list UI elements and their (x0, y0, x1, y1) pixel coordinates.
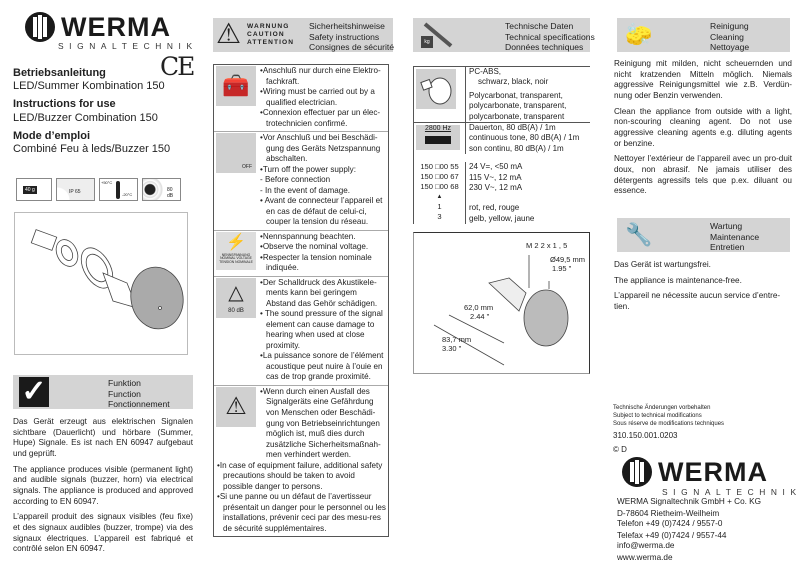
tech-header (413, 18, 595, 53)
wrench-glove-icon: 🔧 (625, 221, 653, 247)
tone-en: continuous tone, 80 dB(A) / 1m (469, 133, 580, 143)
ip-rating-icon: IP 65 (56, 178, 95, 201)
maintenance-title-de: Wartung (710, 220, 743, 231)
footer-brand-tagline: SIGNALTECHNIK (662, 487, 802, 498)
document-number: 310.150.001.0203 (613, 431, 678, 441)
dimension-lines-icon (414, 233, 591, 373)
sound-level-icon: 80 dB (142, 178, 181, 201)
product-drawing-icon (15, 213, 189, 356)
brand-name: WERMA (61, 11, 171, 42)
function-paragraph-en: The appliance produces visible (permanent light) and audible signals (buzzer, horn) via electrical signals. The appliance is produced and approved according to EN 60947. (13, 464, 193, 506)
function-title-de: Funktion (108, 378, 141, 388)
company-address: WERMA Signaltechnik GmbH + Co. KG D-78604 Rietheim-Weilheim Telefon +49 (0)7424 / 9557-0 Telefax +49 (0)7424 / 9557-44 info@werma.de www.werma.de (617, 497, 793, 563)
tech-row-material (414, 67, 590, 122)
footer-brand-name: WERMA (658, 456, 768, 487)
safety-row-voltage: ⚡ NENNSPANNUNG NOMINAL VOLTAGE TENSION NOMINALE •Nennspannung beachten. •Observe the nominal voltage. •Respecter la tension nominale indiquée. (214, 230, 388, 276)
maintenance-text (614, 260, 792, 318)
safety-header (213, 18, 393, 52)
length-dimension: 83,7 mm 3.30 " (442, 335, 472, 354)
product-exploded-view (14, 212, 188, 355)
title-en: Instructions for use (13, 98, 116, 111)
material-housing: PC-ABS, (469, 67, 502, 76)
footer-notes: Technische Änderungen vorbehalten Subject to technical modifications Sous réserve de modifications techniques (613, 405, 725, 427)
temperature-icon: +50°C -20°C (99, 178, 138, 201)
tone-fr: son continu, 80 dB(A) / 1m (469, 143, 564, 153)
cleaning-paragraph-en: Clean the appliance from outside with a light, non-scouring cleaning agent. Do not use aggressive cleaning agents e.g. diluting agents or benzine. (614, 106, 792, 148)
power-off-hand-icon: OFF (216, 133, 256, 173)
maintenance-title-fr: Entretien (710, 242, 745, 253)
safety-table (213, 64, 389, 537)
material-cap-en: polycarbonate, transparent, (469, 101, 567, 111)
werma-logo-icon (25, 12, 55, 42)
frequency-label: 2800 Hz (424, 124, 452, 132)
safety-title-fr: Consignes de sécurité (309, 42, 395, 53)
cleaning-title-en: Cleaning (710, 31, 744, 42)
hearing-warning-icon: △ 80 dB (216, 278, 256, 318)
cleaning-paragraph-de: Reinigung mit milden, nicht scheuernden und nicht kratzenden Mitteln möglich. Niemals aggressive Reinigungsmittel wie z.B. Verdün-nung oder Benzin verwenden. (614, 59, 792, 100)
warning-triangle-icon: ⚠ (216, 18, 242, 49)
brand-logo (25, 12, 171, 42)
thread-size: M 2 2 x 1 , 5 (526, 241, 568, 251)
depth-dimension: 62,0 mm 2.44 " (464, 303, 494, 322)
tech-row-tone (414, 122, 590, 154)
cleaning-title-fr: Nettoyage (710, 42, 750, 53)
function-title-fr: Fonctionnement (108, 399, 170, 410)
safety-row-failure: ⚠ •Wenn durch einen Ausfall des Signalgeräts eine Gefährdung von Menschen oder Beschädi-gung von Betriebseinrichtungen möglich ist, muß dies durch zusätzliche Sicherheitsmaßnah-men verhindert werden. •In case of equipment failure, additional safety precautions should be taken to avoid possible danger to persons. •Si une panne ou un défaut de l’avertisseur présentait un danger pour le personnel ou les installations, prévenir ceci par des mesu-res de sécurité supplémentaires. (214, 385, 388, 536)
maintenance-title-en: Maintenance (710, 231, 760, 242)
maintenance-paragraph-de: Das Gerät ist wartungsfrei. (614, 259, 711, 269)
warn-word-de: WARNUNG (247, 23, 290, 30)
dimension-drawing (413, 232, 590, 374)
subtitle-de: LED/Summer Kombination 150 (13, 80, 165, 93)
model-codes: 150 □00 55 150 □00 67 150 □00 68 ▲ 1 3 (414, 162, 466, 224)
high-voltage-icon: ⚡ NENNSPANNUNG NOMINAL VOLTAGE TENSION NOMINALE (216, 232, 256, 270)
material-cap-fr: polycarbonate, transparent (469, 111, 565, 121)
diameter-dimension: Ø49,5 mm 1.95 " (550, 255, 586, 274)
brand-tagline: SIGNALTECHNIK (58, 41, 198, 51)
weight-icon: 40 g (16, 178, 52, 201)
material-cap-de: Polycarbonat, transparent, (469, 90, 563, 100)
website-link[interactable]: www.werma.de (617, 553, 673, 563)
arrow-up-icon: ▲ (436, 193, 443, 200)
tech-table (413, 66, 590, 224)
maintenance-paragraph-fr: L’appareil ne nécessite aucun service d’entre-tien. (614, 291, 781, 311)
maintenance-paragraph-en: The appliance is maintenance-free. (614, 275, 742, 285)
feature-icons (16, 178, 181, 201)
cleaning-hand-icon: 🧽 (625, 22, 653, 47)
frequency-icon (416, 125, 460, 150)
tone-de: Dauerton, 80 dB(A) / 1m (469, 122, 556, 132)
cleaning-header (617, 18, 790, 52)
title-de: Betriebsanleitung (13, 67, 106, 79)
warn-word-en: CAUTION (247, 31, 285, 39)
safety-title-de: Sicherheitshinweise (309, 21, 385, 31)
function-paragraph-fr: L’appareil produit des signaux visibles (feu fixe) et des signaux audibles (buzzer, trompe) via des signaux électriques. L’appareil est fabriqué et contrôlé selon EN 60947. (13, 512, 193, 554)
tech-row-models (414, 154, 590, 224)
cleaning-title-de: Reinigung (710, 21, 749, 31)
function-header (13, 375, 193, 409)
checkmark-icon: ✓ (19, 377, 49, 407)
warning-icon: ⚠ (216, 387, 256, 427)
werma-logo-icon (622, 457, 652, 487)
cleaning-text (614, 59, 792, 202)
cleaning-paragraph-fr: Nettoyer l’extérieur de l’appareil avec un pro-duit doux, non abrasif. Ne jamais utiliser des détergents agressifs tels que p.ex. diluant ou essence. (614, 154, 792, 196)
safety-row-electrician: 🧰 •Anschluß nur durch eine Elektro-fachkraft. •Wiring must be carried out by a qualified electrician. •Connexion effectuer par un élec-trotechnicien confirmé. (214, 65, 388, 131)
safety-row-power: OFF •Vor Anschluß und bei Beschädi-gung des Geräts Netzspannung abschalten. •Turn off the power supply: - Before connection - In the event of damage. • Avant de connecteur l’appareil et en cas de défaut de celui-ci, couper la tension du réseau. (214, 131, 388, 230)
email-link[interactable]: info@werma.de (617, 541, 675, 551)
product-material-icon (416, 69, 456, 109)
function-title-en: Function (108, 388, 141, 399)
subtitle-en: LED/Buzzer Combination 150 (13, 111, 158, 124)
footer-logo (622, 457, 793, 487)
weight-kg-icon: kg (421, 36, 433, 48)
title-fr: Mode d’emploi (13, 129, 90, 142)
electrician-icon: 🧰 (216, 66, 256, 106)
tech-title-en: Technical specifications (505, 31, 595, 42)
tech-title-de: Technische Daten (505, 21, 574, 31)
safety-row-sound: △ 80 dB •Der Schalldruck des Akustikele-ments kann bei geringem Abstand das Gehör schädigen. • The sound pressure of the signal element can cause damage to hearing when used at close proximity. •La puissance sonore de l’élément acoustique peut nuire à l’ouie en cas de trop grande proximité. (214, 276, 388, 385)
ce-mark: CE (160, 52, 194, 81)
warn-word-fr: ATTENTION (247, 39, 295, 47)
subtitle-fr: Combiné Feu à leds/Buzzer 150 (13, 142, 171, 155)
material-housing-color: schwarz, black, noir (478, 77, 549, 87)
maintenance-header (617, 218, 790, 252)
copyright-mark: © D (613, 444, 627, 454)
safety-title-en: Safety instructions (309, 31, 380, 42)
tech-title-fr: Données techniques (505, 42, 584, 53)
model-specs: 24 V=, <50 mA 115 V~, 12 mA 230 V~, 12 mA rot, red, rouge gelb, yellow, jaune (469, 162, 535, 223)
function-paragraph-de: Das Gerät erzeugt aus elektrischen Signalen sichtbare (Dauerlicht) und hörbare (Summer, Hupe) Signale. Es ist nach EN 60947 aufgebaut und geprüft. (13, 417, 193, 458)
function-text (13, 417, 193, 560)
